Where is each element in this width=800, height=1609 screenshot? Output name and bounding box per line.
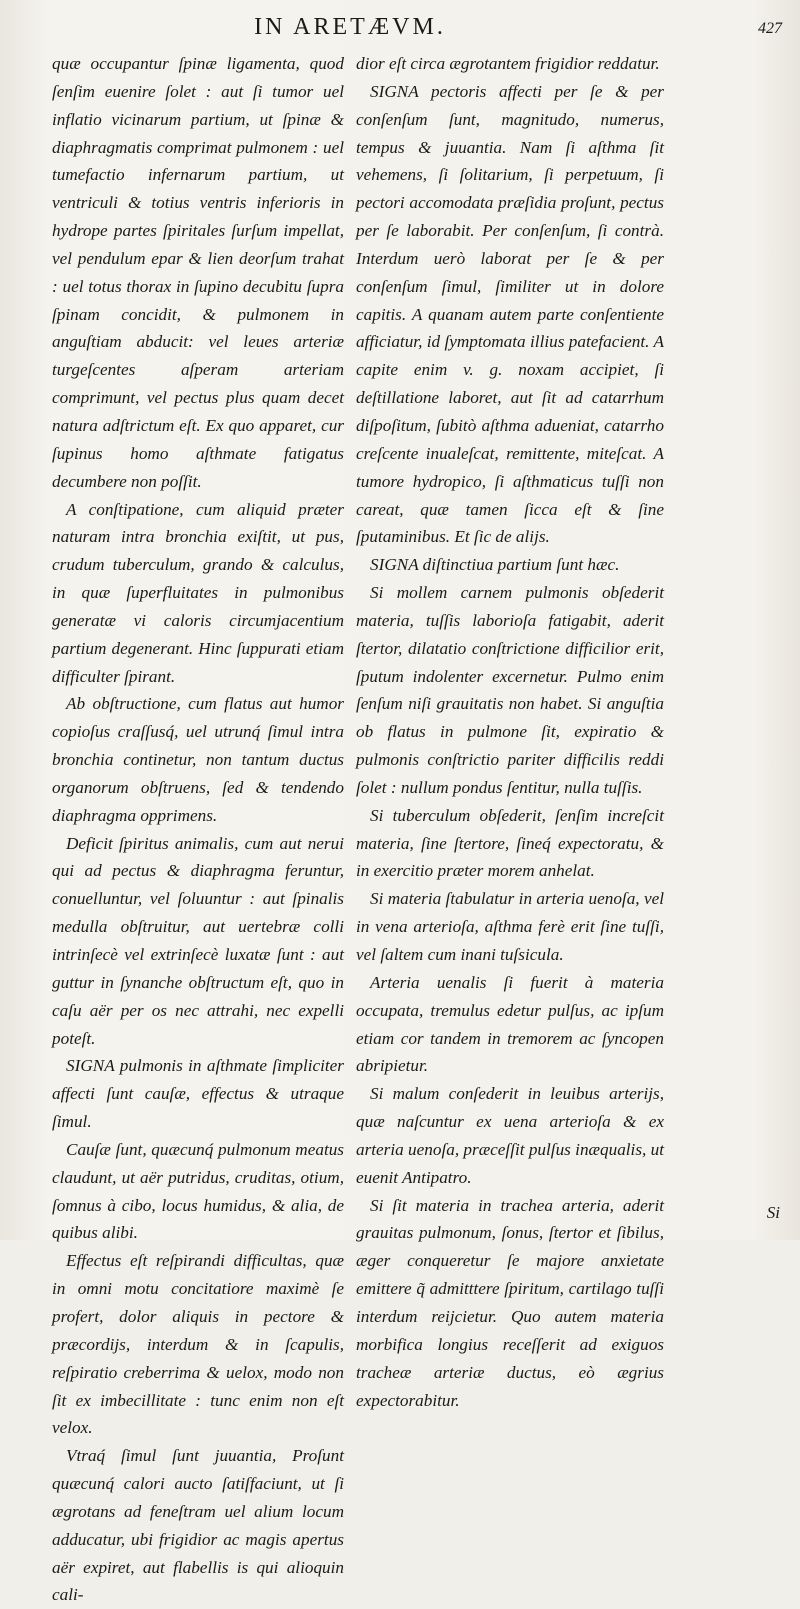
paragraph: Vtraq́ ſimul ſunt juuantia, Proſunt quæcunq́ calori aucto ſatiſfaciunt, ut ſi ægrotans ad feneſtram uel alium locum adducatur, ubi frigidior ac magis apertus aër expiret, aut flabellis is qui alioquin cali- [52, 1446, 344, 1605]
paragraph: Si mollem carnem pulmonis obſederit materia, tuſſis laborioſa fatigabit, aderit ſtertor, dilatatio conſtrictione difficilior erit, ſputum indolenter excernetur. Pulmo enim ſenſum niſi grauitatis non habet. Si anguſtia ob flatus in pulmone ſit, expiratio & pulmonis conſtrictio pariter difficilis reddi ſolet : nullum pondus ſentitur, nulla tuſſis. [356, 583, 664, 797]
paragraph: Deficit ſpiritus animalis, cum aut nerui qui ad pectus & diaphragma feruntur, conuelluntur, vel ſoluuntur : aut ſpinalis medulla obſtruitur, aut uertebræ colli intrinſecè vel extrinſecè luxatæ ſunt : aut guttur in ſynanche obſtructum eſt, quo in caſu aër per os nec attrahi, nec expelli poteſt. [52, 833, 344, 1048]
paragraph: Si ſit materia in trachea arteria, aderit grauitas pulmonum, ſonus, ſtertor et ſibilus, æger conqueretur ſe majore anxietate emittere q̃ admitttere ſpiritum, cartilago tuſſi interdum reijcietur. Quo autem materia morbifica longius receſſerit ad exiguos tracheæ arteriæ ductus, eò ægrius expectorabitur. [356, 1195, 664, 1410]
paragraph: Effectus eſt reſpirandi difficultas, quæ in omni motu concitatiore maximè ſe profert, dolor aliquis in pectore & præcordijs, interdum & in ſcapulis, reſpiratio creberrima & uelox, modo non ſit ex imbecillitate : tunc enim non eſt velox. [52, 1251, 344, 1438]
catchword: Si [766, 1203, 780, 1222]
paragraph: Si materia ſtabulatur in arteria uenoſa, vel in vena arterioſa, aſthma ferè erit ſine tuſſi, vel ſaltem cum inani tuſsicula. [356, 889, 664, 964]
paragraph: Si tuberculum obſederit, ſenſim increſcit materia, ſine ſtertore, ſineq́ expectoratu, & in exercitio præter morem anhelat. [356, 805, 664, 881]
paragraph: A conſtipatione, cum aliquid præter naturam intra bronchia exiſtit, ut pus, crudum tuberculum, grando & calculus, in quæ ſuperfluitates in pulmonibus generatæ vi caloris circumjacentium partium degenerant. Hinc ſuppurati etiam difficulter ſpirant. [52, 499, 344, 686]
paragraph: quæ occupantur ſpinæ ligamenta, quod ſenſim euenire ſolet : aut ſi tumor uel inflatio vicinarum partium, ut ſpinæ & diaphragmatis comprimat pulmonem : uel tumefactio infernarum partium, ut ventriculi & totius ventris inferioris in hydrope partes ſpiritales ſurſum impellat, vel pendulum epar & lien deorſum trahat : uel totus thorax in ſupino decubitu ſupra ſpinam concidit, & pulmonem in anguſtiam abducit: vel leues arteriæ turgeſcentes aſperam arteriam comprimunt, vel pectus plus quam decet natura adſtrictum eſt. Ex quo apparet, cur ſupinus homo aſthmate fatigatus decumbere non poſſit. [52, 54, 344, 491]
paragraph: SIGNA diſtinctiua partium ſunt hæc. [370, 555, 620, 575]
paragraph: SIGNA pectoris affecti per ſe & per conſenſum ſunt, magnitudo, numerus, tempus & juuantia. Nam ſi aſthma ſit vehemens, ſi ſolitarium, ſi perpetuum, ſi pectori accomodata præſidia proſunt, pectus per ſe laborabit. Per conſenſum, ſi contrà. Interdum uerò laborat per ſe & per conſenſum ſimul, ſimiliter ut in dolore capitis. A quanam autem parte conſentiente afficiatur, id ſymptomata illius patefacient. A capite enim v. g. noxam accipiet, ſi deſtillatione laboret, aut ſit ad catarrhum diſpoſitum, ſubitò aſthma adueniat, catarrho creſcente inualeſcat, remittente, miteſcat. A tumore hydropico, ſi aſthmaticus tuſſi non careat, quæ tamen ſicca eſt & ſine ſputaminibus. Et ſic de alijs. [356, 81, 664, 547]
paragraph: Arteria uenalis ſi fuerit à materia occupata, tremulus edetur pulſus, ac ipſum etiam cor tandem in tremorem ac ſyncopen abripietur. [356, 972, 664, 1076]
paragraph: Cauſæ ſunt, quæcunq́ pulmonum meatus claudunt, ut aër putridus, cruditas, otium, ſomnus à cibo, locus humidus, & alia, de quibus alibi. [52, 1139, 344, 1243]
left-column [52, 50, 344, 1609]
right-column [356, 50, 664, 1414]
running-head [0, 12, 800, 46]
running-title: IN ARETÆVM. [254, 14, 446, 40]
paragraph: Ab obſtructione, cum flatus aut humor copioſus craſſusq́, uel utrunq́ ſimul intra bronchia continetur, non tantum ductus organorum obſtruens, ſed & tendendo diaphragma opprimens. [52, 694, 344, 825]
page-number: 427 [758, 20, 782, 37]
paragraph: SIGNA pulmonis in aſthmate ſimpliciter affecti ſunt cauſæ, effectus & utraque ſimul. [52, 1056, 344, 1132]
paragraph: Si malum conſederit in leuibus arterijs, quæ naſcuntur ex uena arterioſa & ex arteria uenoſa, præceſſit pulſus inæqualis, ut euenit Antipatro. [356, 1084, 664, 1187]
paragraph: dior eſt circa ægrotantem frigidior reddatur. [356, 54, 660, 73]
